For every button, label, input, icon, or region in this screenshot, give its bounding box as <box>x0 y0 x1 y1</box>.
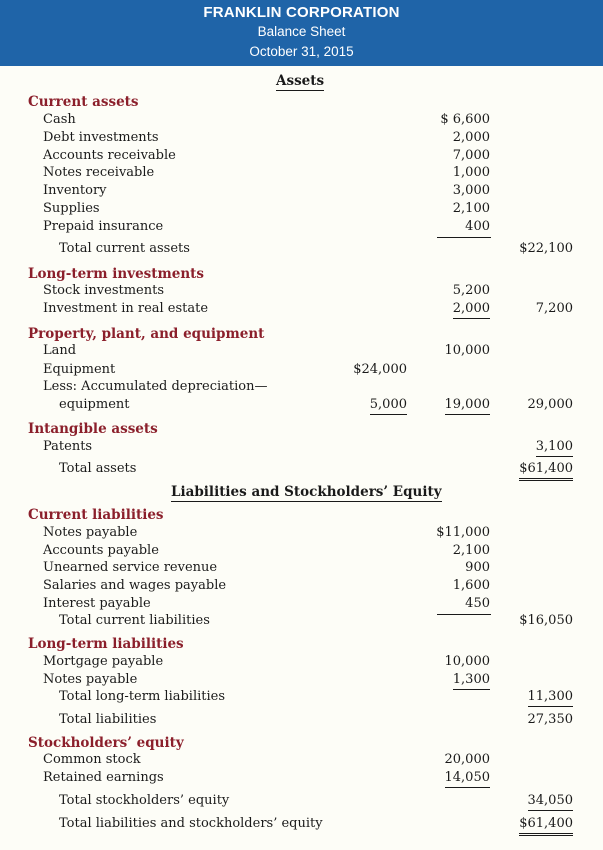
line-label: Notes payable <box>43 525 138 540</box>
line-label: Unearned service revenue <box>43 560 218 575</box>
line-label: Notes payable <box>43 672 138 687</box>
line-amount: 3,000 <box>452 183 490 198</box>
total-long-term-liabilities-label: Total long-term liabilities <box>59 689 226 704</box>
grand-total-label: Total liabilities and stockholders’ equity <box>59 816 323 831</box>
statement-title: Balance Sheet <box>257 24 346 39</box>
equipment-label: Equipment <box>43 362 116 377</box>
liabilities-equity-title: Liabilities and Stockholders’ Equity <box>171 484 442 500</box>
underline <box>437 614 491 615</box>
line-amount: $11,000 <box>436 525 490 540</box>
equipment-amount: $24,000 <box>353 362 407 377</box>
line-label: Salaries and wages payable <box>43 578 227 593</box>
line-label: Interest payable <box>43 596 151 611</box>
line-label: Investment in real estate <box>43 301 209 316</box>
current-assets-heading: Current assets <box>28 94 139 110</box>
patents-label: Patents <box>43 439 93 454</box>
line-amount: 14,050 <box>445 770 491 788</box>
line-amount: 10,000 <box>444 654 490 669</box>
line-label: Debt investments <box>43 130 159 145</box>
land-label: Land <box>43 343 77 358</box>
total-current-liabilities-label: Total current liabilities <box>59 613 210 628</box>
line-amount: 2,000 <box>452 130 490 145</box>
line-amount: 1,600 <box>452 578 490 593</box>
accum-dep-label: Less: Accumulated depreciation— <box>43 379 268 394</box>
line-amount: $ 6,600 <box>440 112 490 127</box>
line-amount: 20,000 <box>444 752 490 767</box>
total-equity-label: Total stockholders’ equity <box>59 793 230 808</box>
line-label: Prepaid insurance <box>43 219 164 234</box>
total-long-term-liabilities-amount: 11,300 <box>528 689 574 707</box>
total-current-assets-label: Total current assets <box>59 241 190 256</box>
land-amount: 10,000 <box>444 343 490 358</box>
current-liabilities-heading: Current liabilities <box>28 507 164 523</box>
long-term-liabilities-heading: Long-term liabilities <box>28 636 184 652</box>
statement-header <box>0 0 603 66</box>
line-amount: 5,200 <box>452 283 490 298</box>
line-amount: 1,000 <box>452 165 490 180</box>
total-liabilities-label: Total liabilities <box>59 712 157 727</box>
line-amount: 2,100 <box>452 201 490 216</box>
line-amount: 7,000 <box>452 148 490 163</box>
line-label: Retained earnings <box>43 770 164 785</box>
total-assets-amount: $61,400 <box>519 461 573 481</box>
line-label: Cash <box>43 112 76 127</box>
underline <box>437 237 491 238</box>
line-label: Mortgage payable <box>43 654 164 669</box>
statement-date: October 31, 2015 <box>249 44 354 59</box>
patents-amount: 3,100 <box>536 439 573 457</box>
line-label: Inventory <box>43 183 107 198</box>
line-amount: 1,300 <box>453 672 490 690</box>
total-current-assets-amount: $22,100 <box>519 241 573 256</box>
line-amount: 450 <box>465 596 490 611</box>
accum-dep-amount: 5,000 <box>370 397 407 415</box>
line-label: Accounts payable <box>43 543 159 558</box>
line-amount: 2,000 <box>453 301 490 319</box>
total-assets-label: Total assets <box>59 461 137 476</box>
assets-title: Assets <box>276 73 325 89</box>
line-label: Stock investments <box>43 283 164 298</box>
line-label: Accounts receivable <box>43 148 176 163</box>
ppe-total: 29,000 <box>527 397 573 412</box>
company-name: FRANKLIN CORPORATION <box>203 4 400 21</box>
equity-heading: Stockholders’ equity <box>28 735 184 751</box>
net-equipment-amount: 19,000 <box>445 397 491 415</box>
line-label: Common stock <box>43 752 141 767</box>
intangible-heading: Intangible assets <box>28 421 158 437</box>
long-term-investments-heading: Long-term investments <box>28 266 205 282</box>
total-liabilities-amount: 27,350 <box>527 712 573 727</box>
total-current-liabilities-amount: $16,050 <box>519 613 573 628</box>
total-equity-amount: 34,050 <box>528 793 574 811</box>
ppe-heading: Property, plant, and equipment <box>28 326 265 342</box>
grand-total-amount: $61,400 <box>519 816 573 836</box>
long-term-investments-total: 7,200 <box>535 301 573 316</box>
line-amount: 2,100 <box>452 543 490 558</box>
accum-dep-label-cont: equipment <box>59 397 130 412</box>
line-label: Supplies <box>43 201 100 216</box>
line-amount: 900 <box>465 560 490 575</box>
line-amount: 400 <box>465 219 490 234</box>
line-label: Notes receivable <box>43 165 155 180</box>
